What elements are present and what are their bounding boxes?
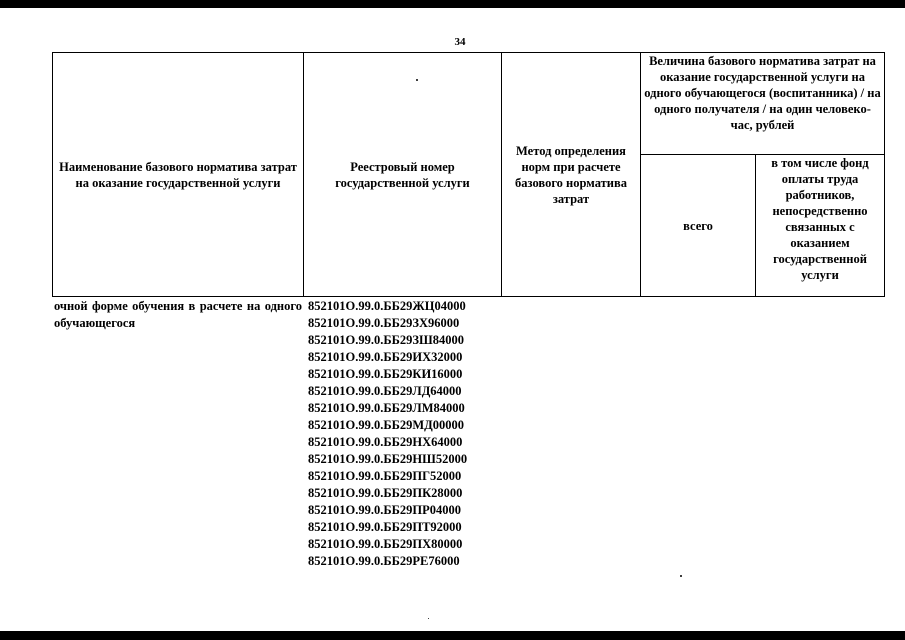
header-wage-fund: в том числе фонд оплаты труда работников, непосредственно связанных с оказанием государственной услуги	[756, 155, 885, 297]
registry-code: 852101О.99.0.ББ29КИ16000	[308, 367, 463, 381]
registry-code: 852101О.99.0.ББ29ЛД64000	[308, 384, 462, 398]
scan-speck	[428, 618, 429, 619]
registry-code: 852101О.99.0.ББ29НШ52000	[308, 452, 468, 466]
registry-code: 852101О.99.0.ББ29ИХ32000	[308, 350, 463, 364]
registry-code: 852101О.99.0.ББ29ЗХ96000	[308, 316, 460, 330]
registry-code: 852101О.99.0.ББ29ПХ80000	[308, 537, 463, 551]
registry-code: 852101О.99.0.ББ29ПТ92000	[308, 520, 462, 534]
page-number: 34	[454, 36, 466, 48]
scan-bottom-border	[0, 631, 905, 640]
registry-code: 852101О.99.0.ББ29ЗШ84000	[308, 333, 464, 347]
registry-code-list	[308, 298, 467, 570]
registry-code: 852101О.99.0.ББ29ЖЦ04000	[308, 299, 466, 313]
header-total: всего	[641, 155, 756, 297]
row-description: очной форме обучения в расчете на одного обучающегося	[54, 299, 302, 330]
scan-speck	[680, 575, 682, 577]
registry-code: 852101О.99.0.ББ29ЛМ84000	[308, 401, 465, 415]
scan-speck	[416, 79, 418, 81]
norm-header-table	[52, 52, 885, 297]
header-norm-name: Наименование базового норматива затрат на оказание государственной услуги	[53, 53, 304, 297]
registry-code: 852101О.99.0.ББ29НХ64000	[308, 435, 463, 449]
scan-top-border	[0, 0, 905, 8]
registry-code: 852101О.99.0.ББ29ПГ52000	[308, 469, 462, 483]
header-norm-value: Величина базового норматива затрат на оказание государственной услуги на одного обучающегося (воспитанника) / на одного получателя / на один человеко-час, рублей	[641, 53, 885, 155]
registry-code: 852101О.99.0.ББ29ПР04000	[308, 503, 461, 517]
registry-code: 852101О.99.0.ББ29РЕ76000	[308, 554, 460, 568]
registry-code: 852101О.99.0.ББ29ПК28000	[308, 486, 463, 500]
registry-code: 852101О.99.0.ББ29МД00000	[308, 418, 465, 432]
header-method: Метод определения норм при расчете базового норматива затрат	[502, 53, 641, 297]
header-registry-number: Реестровый номер государственной услуги	[304, 53, 502, 297]
